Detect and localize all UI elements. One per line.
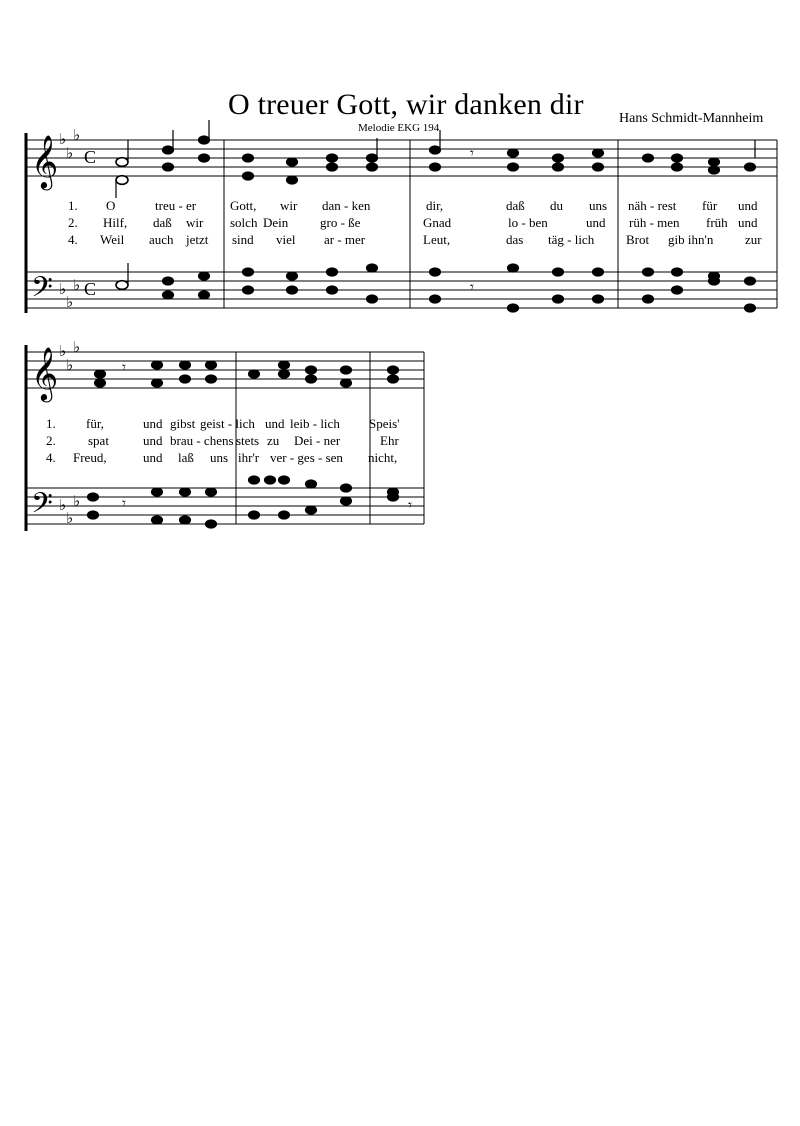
svg-text:♭: ♭ [59, 496, 67, 514]
lyric-syllable: Dei - ner [294, 433, 341, 448]
verse-number: 1. [68, 198, 78, 213]
treble-staff [26, 352, 424, 388]
lyric-syllable: Freud, [73, 450, 107, 465]
lyric-syllable: O [106, 198, 116, 213]
rest-icon: 𝄾 [470, 146, 474, 162]
lyric-syllable: und [143, 433, 163, 448]
treble-clef-icon: 𝄞 [31, 346, 59, 400]
lyric-syllable: stets [236, 433, 260, 448]
svg-text:♭: ♭ [59, 280, 67, 298]
melody-reference: Melodie EKG 194 [358, 122, 440, 134]
lyric-syllable: dir, [426, 198, 444, 213]
lyric-syllable: Leut, [423, 232, 451, 247]
treble-notes [95, 361, 399, 387]
lyric-syllable: du [550, 198, 563, 213]
lyric-syllable: uns [210, 450, 229, 465]
svg-text:♭: ♭ [66, 356, 74, 374]
rest-icon: 𝄾 [122, 496, 126, 512]
lyric-syllable: laß [178, 450, 194, 465]
verse-number: 4. [68, 232, 78, 247]
rest-icon: 𝄾 [408, 498, 412, 514]
lyric-syllable: brau - chens [170, 433, 234, 448]
lyric-syllable: nicht, [368, 450, 398, 465]
lyric-syllable: Ehr [380, 433, 399, 448]
lyric-syllable: viel [276, 232, 296, 247]
bass-notes [88, 476, 399, 528]
lyric-syllable: früh [706, 215, 728, 230]
lyrics-system-2 [46, 416, 400, 465]
lyric-syllable: rüh - men [629, 215, 680, 230]
lyric-syllable: auch [149, 232, 174, 247]
verse-number: 2. [68, 215, 78, 230]
svg-text:♭: ♭ [66, 509, 74, 527]
rest-icon: 𝄾 [470, 280, 474, 296]
lyric-syllable: gibst [170, 416, 196, 431]
lyric-syllable: und [586, 215, 606, 230]
bass-staff [26, 488, 424, 524]
lyric-syllable: spat [88, 433, 109, 448]
lyric-syllable: und [143, 416, 163, 431]
time-signature-treble: C [84, 147, 97, 167]
svg-text:♭: ♭ [73, 338, 81, 356]
lyric-syllable: näh - rest [628, 198, 677, 213]
verse-number: 2. [46, 433, 56, 448]
treble-notes [116, 120, 756, 198]
lyric-syllable: zu [267, 433, 280, 448]
verse-number: 1. [46, 416, 56, 431]
lyric-syllable: für, [86, 416, 104, 431]
lyric-syllable: und [143, 450, 163, 465]
lyric-syllable: ar - mer [324, 232, 366, 247]
lyric-syllable: daß [153, 215, 172, 230]
composer-name: Hans Schmidt-Mannheim [619, 111, 764, 126]
svg-text:♭: ♭ [73, 126, 81, 144]
system-2 [26, 338, 424, 531]
bass-clef-icon: 𝄢 [31, 487, 53, 527]
lyric-syllable: Gott, [230, 198, 257, 213]
lyric-syllable: leib - lich [290, 416, 340, 431]
lyric-syllable: Speis' [369, 416, 400, 431]
lyric-syllable: und [738, 198, 758, 213]
lyric-syllable: täg - lich [548, 232, 595, 247]
svg-text:♭: ♭ [66, 144, 74, 162]
bass-notes [116, 263, 756, 312]
lyric-syllable: wir [280, 198, 298, 213]
treble-staff [26, 140, 777, 176]
svg-text:♭: ♭ [73, 492, 81, 510]
lyric-syllable: lo - ben [508, 215, 548, 230]
lyric-syllable: Brot [626, 232, 650, 247]
lyric-syllable: das [506, 232, 524, 247]
lyric-syllable: gro - ße [320, 215, 361, 230]
bass-staff [26, 272, 777, 308]
rest-icon: 𝄾 [122, 360, 126, 376]
lyric-syllable: und [265, 416, 285, 431]
lyric-syllable: ver - ges - sen [270, 450, 343, 465]
lyric-syllable: Weil [100, 232, 125, 247]
svg-text:♭: ♭ [59, 130, 67, 148]
verse-number: 4. [46, 450, 56, 465]
barlines [224, 140, 777, 308]
lyric-syllable: und [738, 215, 758, 230]
treble-clef-icon: 𝄞 [31, 134, 59, 188]
lyric-syllable: für [702, 198, 718, 213]
lyric-syllable: uns [589, 198, 608, 213]
time-signature-bass: C [84, 279, 97, 299]
lyric-syllable: ihr'r [238, 450, 260, 465]
lyric-syllable: gib ihn'n [668, 232, 714, 247]
lyric-syllable: Dein [263, 215, 289, 230]
hymn-title: O treuer Gott, wir danken dir [228, 88, 584, 121]
bass-clef-icon: 𝄢 [31, 271, 53, 311]
lyric-syllable: wir [186, 215, 204, 230]
lyric-syllable: daß [506, 198, 525, 213]
lyric-syllable: solch [230, 215, 258, 230]
lyric-syllable: geist - lich [200, 416, 255, 431]
svg-text:♭: ♭ [66, 293, 74, 311]
lyric-syllable: jetzt [186, 232, 209, 247]
svg-text:♭: ♭ [59, 342, 67, 360]
svg-text:♭: ♭ [73, 276, 81, 294]
system-1 [26, 120, 777, 313]
lyric-syllable: dan - ken [322, 198, 371, 213]
lyric-syllable: treu - er [155, 198, 197, 213]
lyrics-system-1 [68, 198, 762, 247]
key-signature [59, 338, 80, 527]
lyric-syllable: sind [232, 232, 254, 247]
lyric-syllable: Gnad [423, 215, 452, 230]
lyric-syllable: zur [745, 232, 762, 247]
lyric-syllable: Hilf, [103, 215, 128, 230]
